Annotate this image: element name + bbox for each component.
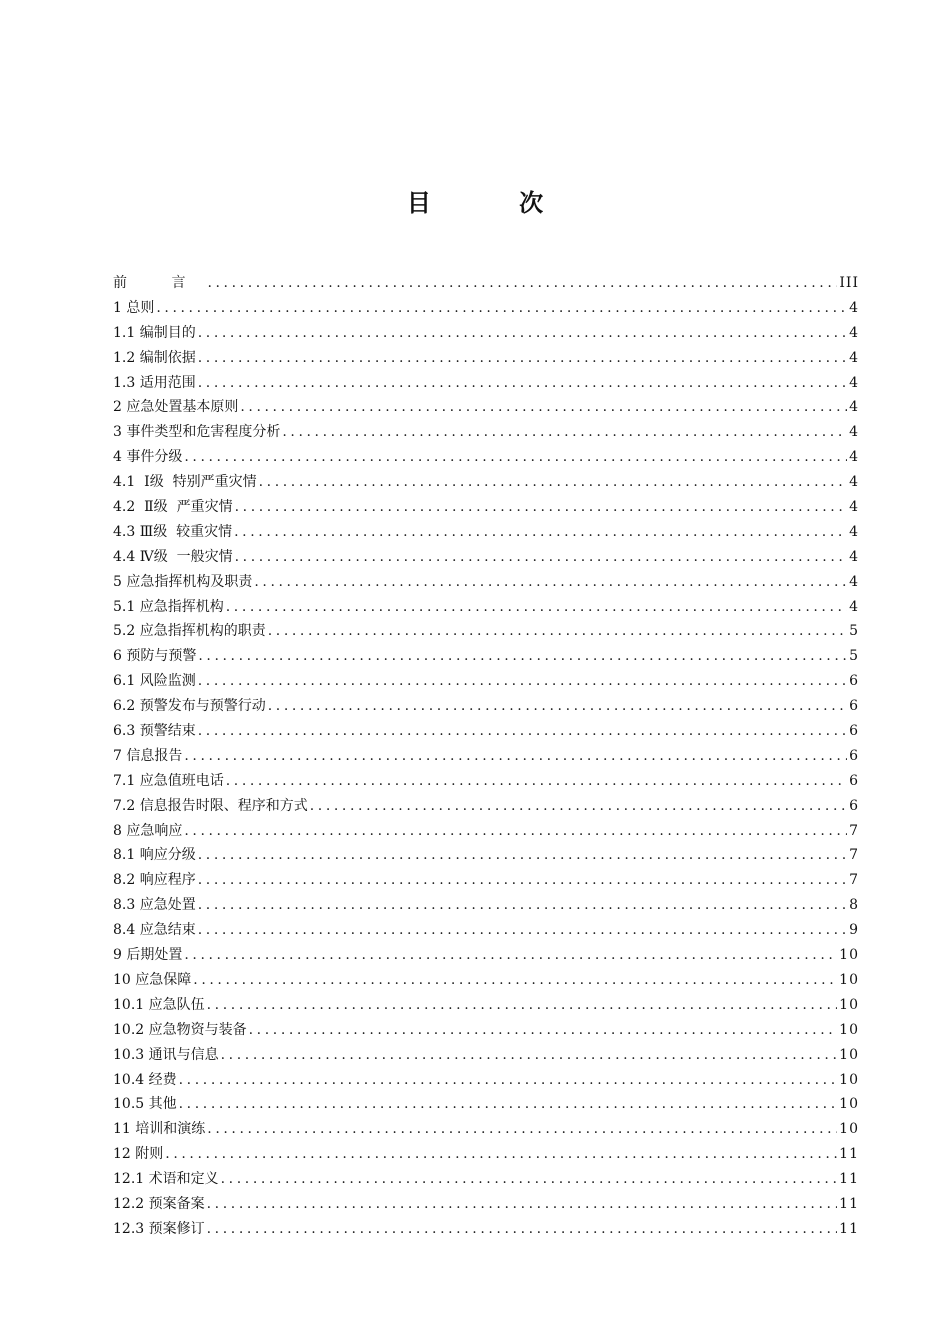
toc-entry-page-number: 10	[839, 1046, 859, 1063]
toc-entry-page-number: 8	[849, 897, 859, 914]
toc-entry-label: 10.4 经费	[113, 1071, 177, 1088]
toc-entry[interactable]	[113, 1068, 859, 1093]
toc-entry-page-number: 6	[849, 723, 859, 740]
toc-entry-page-number: 10	[839, 996, 859, 1013]
toc-entry-page-number: 4	[849, 598, 859, 615]
toc-entry-label: 4.1 Ⅰ级 特别严重灾情	[113, 474, 257, 491]
toc-leader-dots	[198, 669, 847, 694]
toc-entry[interactable]	[113, 371, 859, 396]
toc-entry-page-number: III	[839, 275, 859, 291]
toc-entry-label: 1.1 编制目的	[113, 324, 196, 341]
toc-entry-label: 4 事件分级	[113, 449, 183, 466]
toc-leader-dots	[156, 296, 847, 321]
toc-leader-dots	[235, 495, 847, 520]
toc-entry[interactable]	[113, 719, 859, 744]
toc-entry-label: 11 培训和演练	[113, 1121, 206, 1138]
toc-leader-dots	[198, 346, 847, 371]
toc-entry-page-number: 10	[839, 1071, 859, 1088]
toc-leader-dots	[221, 1043, 838, 1068]
toc-leader-dots	[193, 968, 837, 993]
toc-entry-page-number: 4	[849, 299, 859, 316]
toc-entry-label: 5.1 应急指挥机构	[113, 598, 224, 615]
toc-entry-label: 7.1 应急值班电话	[113, 772, 224, 789]
toc-entry-page-number: 4	[849, 548, 859, 565]
toc-leader-dots	[198, 644, 847, 669]
table-of-contents	[113, 271, 859, 1242]
toc-entry[interactable]	[113, 1043, 859, 1068]
toc-entry-label: 5.2 应急指挥机构的职责	[113, 623, 266, 640]
toc-entry[interactable]	[113, 420, 859, 445]
toc-entry-page-number: 5	[849, 648, 859, 665]
toc-entry[interactable]	[113, 545, 859, 570]
toc-leader-dots	[184, 943, 837, 968]
toc-entry-page-number: 11	[839, 1220, 859, 1237]
toc-entry-page-number: 7	[849, 847, 859, 864]
toc-leader-dots	[184, 819, 847, 844]
toc-leader-dots	[184, 744, 847, 769]
toc-entry-page-number: 4	[849, 349, 859, 366]
toc-leader-dots	[198, 321, 847, 346]
toc-entry[interactable]	[113, 943, 859, 968]
toc-entry-label: 2 应急处置基本原则	[113, 399, 239, 416]
toc-entry[interactable]	[113, 669, 859, 694]
toc-leader-dots	[268, 619, 847, 644]
toc-entry[interactable]	[113, 445, 859, 470]
toc-entry[interactable]	[113, 843, 859, 868]
toc-entry[interactable]	[113, 470, 859, 495]
toc-entry-label: 12.3 预案修订	[113, 1220, 205, 1237]
toc-entry-page-number: 4	[849, 573, 859, 590]
toc-leader-dots	[165, 1142, 837, 1167]
toc-entry[interactable]	[113, 1217, 859, 1242]
toc-entry[interactable]	[113, 296, 859, 321]
toc-entry[interactable]	[113, 644, 859, 669]
toc-entry-page-number: 4	[849, 449, 859, 466]
toc-entry[interactable]	[113, 321, 859, 346]
toc-entry[interactable]	[113, 769, 859, 794]
toc-leader-dots	[207, 1217, 838, 1242]
toc-leader-dots	[259, 470, 847, 495]
toc-entry[interactable]	[113, 395, 859, 420]
toc-entry[interactable]	[113, 918, 859, 943]
toc-leader-dots	[198, 893, 847, 918]
toc-entry-page-number: 6	[849, 673, 859, 690]
toc-leader-dots	[254, 570, 847, 595]
toc-entry-page-number: 11	[839, 1146, 859, 1163]
toc-entry-label: 6.3 预警结束	[113, 723, 196, 740]
toc-leader-dots	[282, 420, 847, 445]
toc-entry-label: 6.2 预警发布与预警行动	[113, 698, 266, 715]
toc-entry-page-number: 7	[849, 872, 859, 889]
toc-entry-page-number: 5	[849, 623, 859, 640]
toc-entry-page-number: 10	[839, 1121, 859, 1138]
toc-entry-label: 7.2 信息报告时限、程序和方式	[113, 797, 308, 814]
toc-leader-dots	[207, 271, 837, 296]
toc-entry-label: 7 信息报告	[113, 747, 183, 764]
toc-entry[interactable]	[113, 893, 859, 918]
toc-entry-label: 10 应急保障	[113, 971, 192, 988]
toc-entry-page-number: 4	[849, 499, 859, 516]
toc-entry-page-number: 11	[839, 1171, 859, 1188]
toc-leader-dots	[207, 993, 838, 1018]
toc-leader-dots	[198, 719, 847, 744]
toc-entry[interactable]	[113, 968, 859, 993]
toc-entry-label: 3 事件类型和危害程度分析	[113, 424, 281, 441]
toc-leader-dots	[226, 595, 847, 620]
toc-entry-page-number: 10	[839, 1096, 859, 1113]
toc-entry[interactable]	[113, 1092, 859, 1117]
toc-entry-page-number: 11	[839, 1195, 859, 1212]
toc-entry-page-number: 10	[839, 947, 859, 964]
toc-leader-dots	[198, 843, 847, 868]
toc-leader-dots	[179, 1068, 838, 1093]
toc-leader-dots	[198, 868, 847, 893]
toc-entry[interactable]	[113, 794, 859, 819]
toc-entry-label: 8.3 应急处置	[113, 897, 196, 914]
toc-entry-label: 8 应急响应	[113, 822, 183, 839]
toc-entry-label: 4.4 Ⅳ级 一般灾情	[113, 548, 233, 565]
toc-entry-label: 10.1 应急队伍	[113, 996, 205, 1013]
toc-entry-label: 9 后期处置	[113, 947, 183, 964]
toc-entry-label: 12.2 预案备案	[113, 1195, 205, 1212]
toc-entry[interactable]	[113, 346, 859, 371]
toc-entry-label: 10.3 通讯与信息	[113, 1046, 219, 1063]
toc-entry[interactable]	[113, 694, 859, 719]
toc-entry-label: 4.3 Ⅲ级 较重灾情	[113, 523, 233, 540]
toc-entry-label: 1.3 适用范围	[113, 374, 196, 391]
toc-leader-dots	[234, 520, 847, 545]
toc-entry-label: 5 应急指挥机构及职责	[113, 573, 253, 590]
toc-leader-dots	[240, 395, 847, 420]
toc-leader-dots	[249, 1018, 838, 1043]
toc-entry[interactable]	[113, 1167, 859, 1192]
toc-leader-dots	[310, 794, 847, 819]
toc-entry-label: 10.5 其他	[113, 1096, 177, 1113]
toc-entry-label: 前 言	[113, 275, 206, 291]
toc-entry[interactable]	[113, 744, 859, 769]
toc-entry-label: 6.1 风险监测	[113, 673, 196, 690]
toc-entry-page-number: 4	[849, 374, 859, 391]
toc-entry-label: 4.2 Ⅱ级 严重灾情	[113, 499, 233, 516]
toc-entry-page-number: 4	[849, 474, 859, 491]
toc-entry[interactable]	[113, 993, 859, 1018]
toc-entry-label: 1 总则	[113, 299, 155, 316]
page-title: 目 次	[406, 189, 584, 217]
toc-leader-dots	[198, 371, 847, 396]
toc-entry-page-number: 9	[849, 922, 859, 939]
toc-entry[interactable]	[113, 1192, 859, 1217]
toc-entry-page-number: 4	[849, 399, 859, 416]
toc-entry-label: 10.2 应急物资与装备	[113, 1021, 247, 1038]
toc-leader-dots	[198, 918, 847, 943]
toc-entry-label: 12.1 术语和定义	[113, 1171, 219, 1188]
toc-entry-page-number: 6	[849, 797, 859, 814]
toc-entry[interactable]	[113, 868, 859, 893]
toc-entry-label: 1.2 编制依据	[113, 349, 196, 366]
toc-entry-label: 8.4 应急结束	[113, 922, 196, 939]
toc-leader-dots	[184, 445, 847, 470]
toc-entry[interactable]	[113, 271, 859, 296]
toc-entry[interactable]	[113, 495, 859, 520]
toc-entry-page-number: 4	[849, 424, 859, 441]
toc-entry-page-number: 7	[849, 822, 859, 839]
toc-entry-page-number: 4	[849, 324, 859, 341]
toc-entry[interactable]	[113, 595, 859, 620]
toc-entry-page-number: 4	[849, 523, 859, 540]
toc-entry-page-number: 6	[849, 698, 859, 715]
toc-leader-dots	[268, 694, 847, 719]
toc-leader-dots	[207, 1117, 837, 1142]
toc-entry-label: 6 预防与预警	[113, 648, 197, 665]
toc-entry[interactable]	[113, 520, 859, 545]
toc-entry-page-number: 6	[849, 772, 859, 789]
toc-entry-page-number: 10	[839, 1021, 859, 1038]
toc-leader-dots	[207, 1192, 838, 1217]
toc-leader-dots	[235, 545, 847, 570]
toc-entry-label: 12 附则	[113, 1146, 164, 1163]
toc-leader-dots	[221, 1167, 838, 1192]
toc-leader-dots	[179, 1092, 838, 1117]
toc-entry[interactable]	[113, 570, 859, 595]
toc-entry[interactable]	[113, 819, 859, 844]
toc-entry-page-number: 10	[839, 971, 859, 988]
toc-entry[interactable]	[113, 619, 859, 644]
toc-entry[interactable]	[113, 1018, 859, 1043]
toc-entry[interactable]	[113, 1142, 859, 1167]
toc-entry-page-number: 6	[849, 747, 859, 764]
toc-leader-dots	[226, 769, 847, 794]
toc-entry-label: 8.2 响应程序	[113, 872, 196, 889]
toc-entry[interactable]	[113, 1117, 859, 1142]
toc-entry-label: 8.1 响应分级	[113, 847, 196, 864]
